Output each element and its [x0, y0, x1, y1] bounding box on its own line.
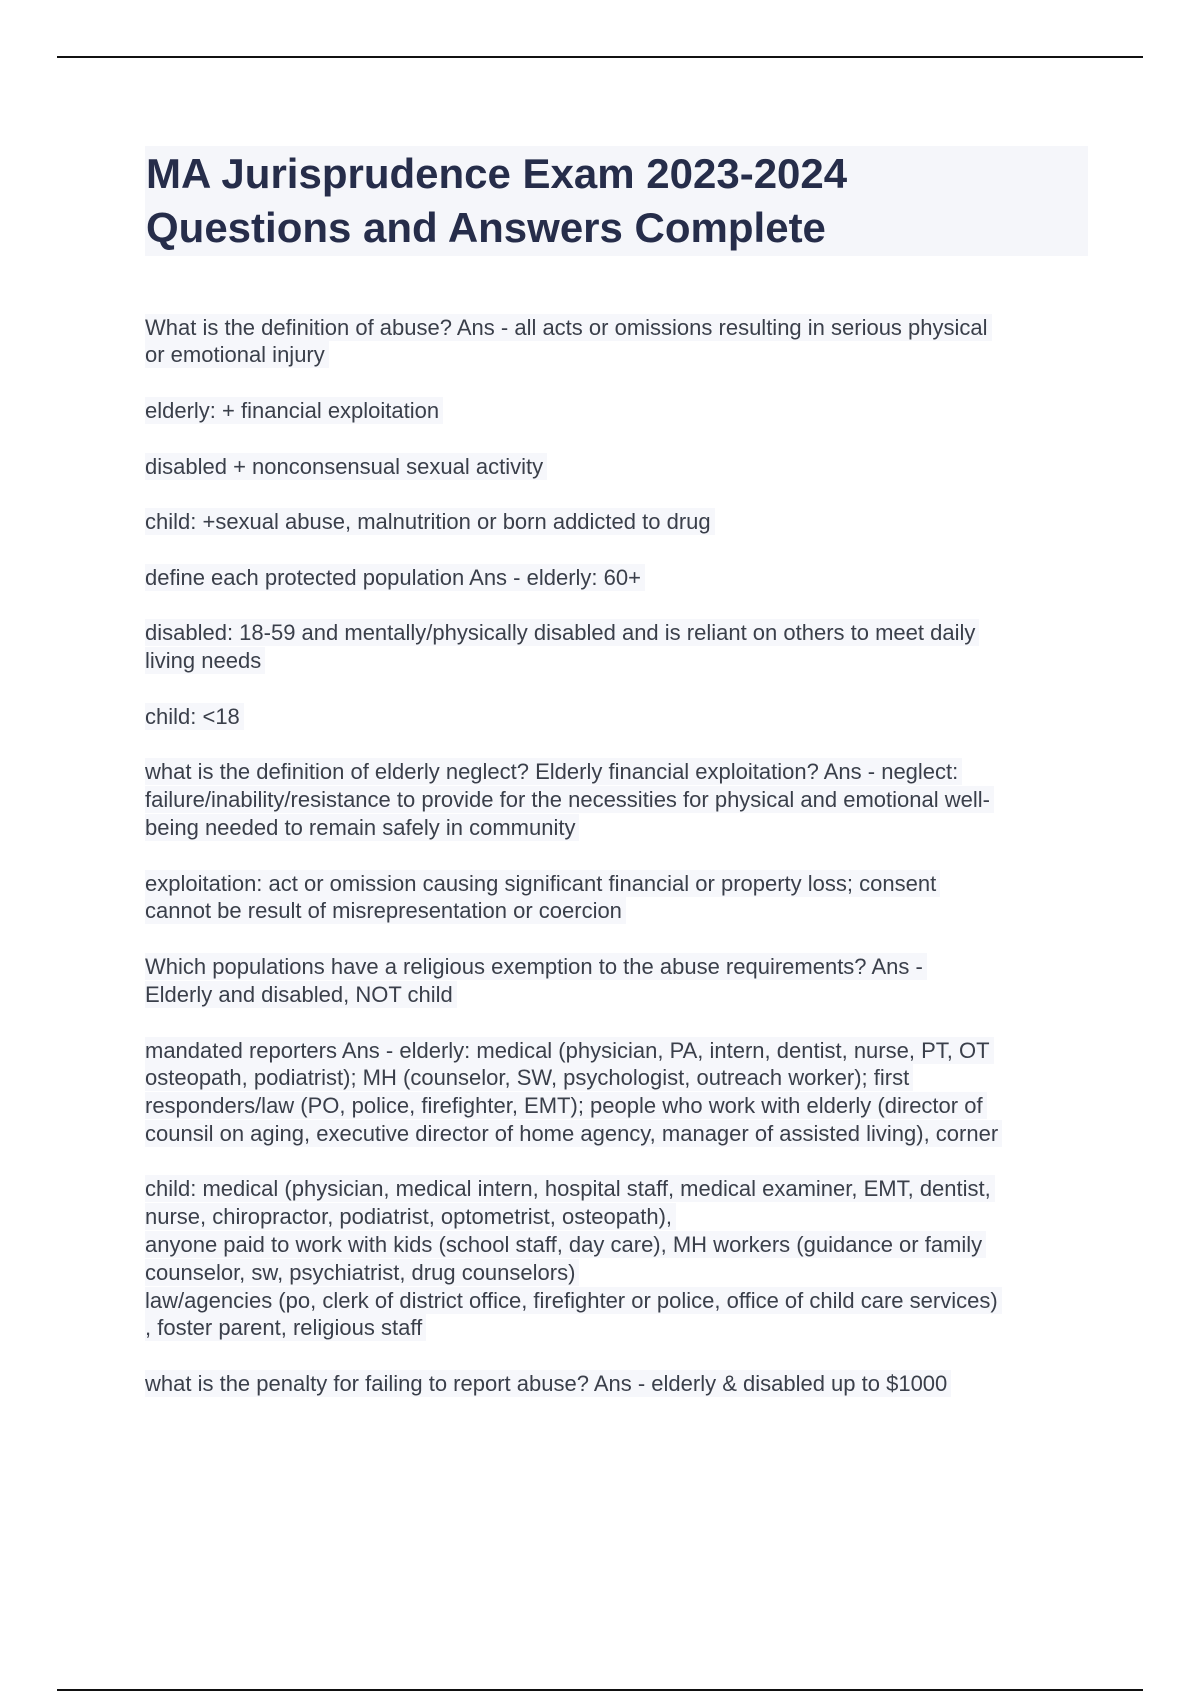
text-line: or emotional injury: [145, 341, 329, 368]
text-line: define each protected population Ans - elderly: 60+: [145, 564, 645, 591]
text-line: Which populations have a religious exemption to the abuse requirements? Ans -: [145, 953, 927, 980]
text-line: exploitation: act or omission causing significant financial or property loss; consent: [145, 870, 940, 897]
text-line: being needed to remain safely in community: [145, 814, 579, 841]
text-line: child: medical (physician, medical intern, hospital staff, medical examiner, EMT, dentist,: [145, 1175, 995, 1202]
header-rule: [57, 56, 1143, 58]
text-line: child: +sexual abuse, malnutrition or born addicted to drug: [145, 508, 715, 535]
title-line-2: Questions and Answers Complete: [146, 204, 826, 251]
text-line: law/agencies (po, clerk of district office, firefighter or police, office of child care services): [145, 1287, 1002, 1314]
text-line: cannot be result of misrepresentation or coercion: [145, 897, 626, 924]
title-line-1: MA Jurisprudence Exam 2023-2024: [146, 150, 848, 197]
text-line: nurse, chiropractor, podiatrist, optometrist, osteopath),: [145, 1203, 676, 1230]
text-line: counselor, sw, psychiatrist, drug counselors): [145, 1259, 579, 1286]
text-line: living needs: [145, 647, 265, 674]
text-line: what is the penalty for failing to report abuse? Ans - elderly & disabled up to $1000: [145, 1370, 951, 1397]
text-line: What is the definition of abuse? Ans - all acts or omissions resulting in serious physical: [145, 314, 992, 341]
text-line: counsil on aging, executive director of home agency, manager of assisted living), corner: [145, 1120, 1002, 1147]
document-title: [145, 146, 1088, 256]
text-line: disabled: 18-59 and mentally/physically disabled and is reliant on others to meet daily: [145, 619, 979, 646]
text-line: responders/law (PO, police, firefighter, EMT); people who work with elderly (director of: [145, 1092, 987, 1119]
text-line: elderly: + financial exploitation: [145, 397, 443, 424]
text-line: mandated reporters Ans - elderly: medical (physician, PA, intern, dentist, nurse, PT, OT: [145, 1037, 994, 1064]
text-line: disabled + nonconsensual sexual activity: [145, 453, 547, 480]
text-line: what is the definition of elderly neglect? Elderly financial exploitation? Ans - neglect:: [145, 758, 962, 785]
text-line: anyone paid to work with kids (school staff, day care), MH workers (guidance or family: [145, 1231, 986, 1258]
text-line: child: <18: [145, 703, 244, 730]
text-line: osteopath, podiatrist); MH (counselor, SW, psychologist, outreach worker); first: [145, 1064, 913, 1091]
text-line: , foster parent, religious staff: [145, 1314, 426, 1341]
footer-rule: [57, 1689, 1143, 1691]
text-line: failure/inability/resistance to provide for the necessities for physical and emotional well-: [145, 786, 994, 813]
text-line: Elderly and disabled, NOT child: [145, 981, 457, 1008]
